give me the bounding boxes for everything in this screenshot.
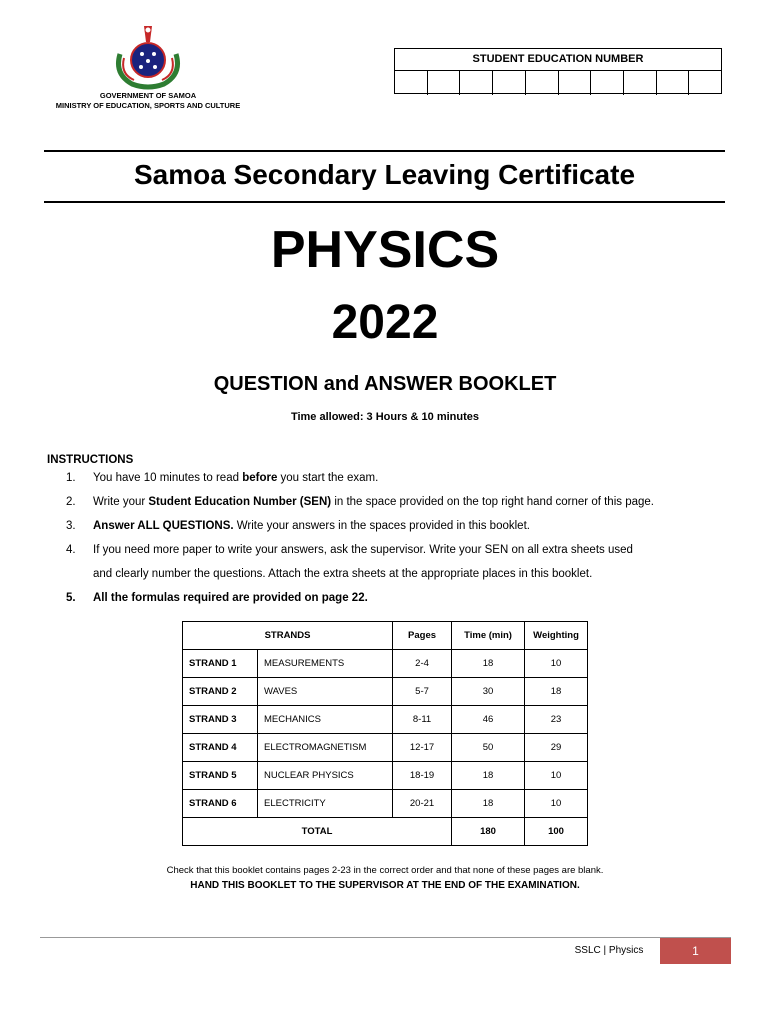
table-row <box>183 650 588 678</box>
time-cell: 30 <box>452 678 525 706</box>
instruction-text: in the space provided on the top right hand corner of this page. <box>331 496 654 508</box>
instruction-number: 5. <box>66 592 76 604</box>
sen-digit-cell[interactable] <box>395 71 428 95</box>
instruction-item <box>66 494 654 510</box>
weighting-cell: 18 <box>525 678 588 706</box>
instruction-number: 3. <box>66 520 76 532</box>
footer-label: SSLC | Physics <box>574 945 644 956</box>
table-row <box>183 734 588 762</box>
pages-cell: 20-21 <box>393 790 452 818</box>
instruction-number: 2. <box>66 496 76 508</box>
title-bottom-rule <box>44 201 725 203</box>
instruction-text: If you need more paper to write your answers, ask the supervisor. Write your SEN on all extra sheets used <box>93 544 633 556</box>
instruction-item <box>66 590 368 606</box>
total-time: 180 <box>452 818 525 846</box>
instruction-bold-text: Answer ALL QUESTIONS. <box>93 520 234 532</box>
strand-name-cell: MECHANICS <box>258 706 393 734</box>
time-cell: 50 <box>452 734 525 762</box>
instruction-item <box>66 518 530 534</box>
sen-digit-cell[interactable] <box>624 71 657 95</box>
title-top-rule <box>44 150 725 152</box>
subject-title: PHYSICS <box>270 221 500 279</box>
time-allowed: Time allowed: 3 Hours & 10 minutes <box>290 411 480 423</box>
instruction-bold-text: before <box>242 472 278 484</box>
strand-name-cell: ELECTROMAGNETISM <box>258 734 393 762</box>
time-cell: 18 <box>452 790 525 818</box>
sen-label: STUDENT EDUCATION NUMBER <box>395 49 721 71</box>
header-weighting: Weighting <box>525 622 588 650</box>
certificate-title: Samoa Secondary Leaving Certificate <box>133 159 636 190</box>
table-header-row <box>183 622 588 650</box>
pages-cell: 2-4 <box>393 650 452 678</box>
strand-cell: STRAND 5 <box>183 762 258 790</box>
total-weighting: 100 <box>525 818 588 846</box>
weighting-cell: 29 <box>525 734 588 762</box>
pages-cell: 8-11 <box>393 706 452 734</box>
government-name: GOVERNMENT OF SAMOA <box>99 91 197 100</box>
instruction-bold-text: Student Education Number (SEN) <box>148 496 332 508</box>
header-pages: Pages <box>393 622 452 650</box>
instruction-text: You have 10 minutes to read <box>93 472 243 484</box>
strand-cell: STRAND 6 <box>183 790 258 818</box>
total-label: TOTAL <box>183 818 452 846</box>
sen-digit-cell[interactable] <box>460 71 493 95</box>
time-cell: 18 <box>452 762 525 790</box>
instruction-number: 1. <box>66 472 76 484</box>
strand-name-cell: ELECTRICITY <box>258 790 393 818</box>
strands-table <box>182 621 588 846</box>
instruction-item <box>66 542 633 558</box>
weighting-cell: 10 <box>525 790 588 818</box>
booklet-title: QUESTION and ANSWER BOOKLET <box>213 373 557 395</box>
booklet-check-note: Check that this booklet contains pages 2-23 in the correct order and that none of these pages are blank. <box>166 865 604 876</box>
strand-name-cell: NUCLEAR PHYSICS <box>258 762 393 790</box>
pages-cell: 18-19 <box>393 762 452 790</box>
sen-digit-cell[interactable] <box>657 71 690 95</box>
exam-year: 2022 <box>331 296 439 349</box>
table-row <box>183 706 588 734</box>
weighting-cell: 23 <box>525 706 588 734</box>
sen-digit-cell[interactable] <box>526 71 559 95</box>
student-education-number-box <box>394 48 722 94</box>
table-row <box>183 762 588 790</box>
strand-cell: STRAND 1 <box>183 650 258 678</box>
instruction-number: 4. <box>66 544 76 556</box>
page-number: 1 <box>660 938 731 964</box>
instructions-heading: INSTRUCTIONS <box>47 454 134 466</box>
sen-digit-cell[interactable] <box>559 71 592 95</box>
sen-digit-cell[interactable] <box>493 71 526 95</box>
sen-digit-cell[interactable] <box>591 71 624 95</box>
pages-cell: 5-7 <box>393 678 452 706</box>
instruction-item <box>66 470 378 486</box>
instruction-text: you start the exam. <box>277 472 379 484</box>
sen-digit-cell[interactable] <box>428 71 461 95</box>
pages-cell: 12-17 <box>393 734 452 762</box>
strand-cell: STRAND 4 <box>183 734 258 762</box>
weighting-cell: 10 <box>525 650 588 678</box>
sen-cells <box>395 71 721 95</box>
footer-rule <box>40 937 731 938</box>
instruction-continuation: and clearly number the questions. Attach the extra sheets at the appropriate places in this booklet. <box>93 568 593 580</box>
time-cell: 46 <box>452 706 525 734</box>
strand-cell: STRAND 2 <box>183 678 258 706</box>
instruction-text: Write your <box>93 496 149 508</box>
strand-name-cell: WAVES <box>258 678 393 706</box>
instruction-text: Write your answers in the spaces provided in this booklet. <box>233 520 530 532</box>
strand-name-cell: MEASUREMENTS <box>258 650 393 678</box>
sen-digit-cell[interactable] <box>689 71 721 95</box>
strand-cell: STRAND 3 <box>183 706 258 734</box>
samoa-coat-of-arms-logo <box>110 24 186 90</box>
ministry-name: MINISTRY OF EDUCATION, SPORTS AND CULTURE <box>55 101 241 110</box>
hand-in-note: HAND THIS BOOKLET TO THE SUPERVISOR AT THE END OF THE EXAMINATION. <box>190 880 580 891</box>
time-cell: 18 <box>452 650 525 678</box>
government-heading <box>40 91 256 111</box>
table-row <box>183 790 588 818</box>
table-row <box>183 678 588 706</box>
instruction-bold-text: All the formulas required are provided on page 22. <box>93 592 368 604</box>
header-time: Time (min) <box>452 622 525 650</box>
table-total-row <box>183 818 588 846</box>
header-strands: STRANDS <box>183 622 393 650</box>
weighting-cell: 10 <box>525 762 588 790</box>
